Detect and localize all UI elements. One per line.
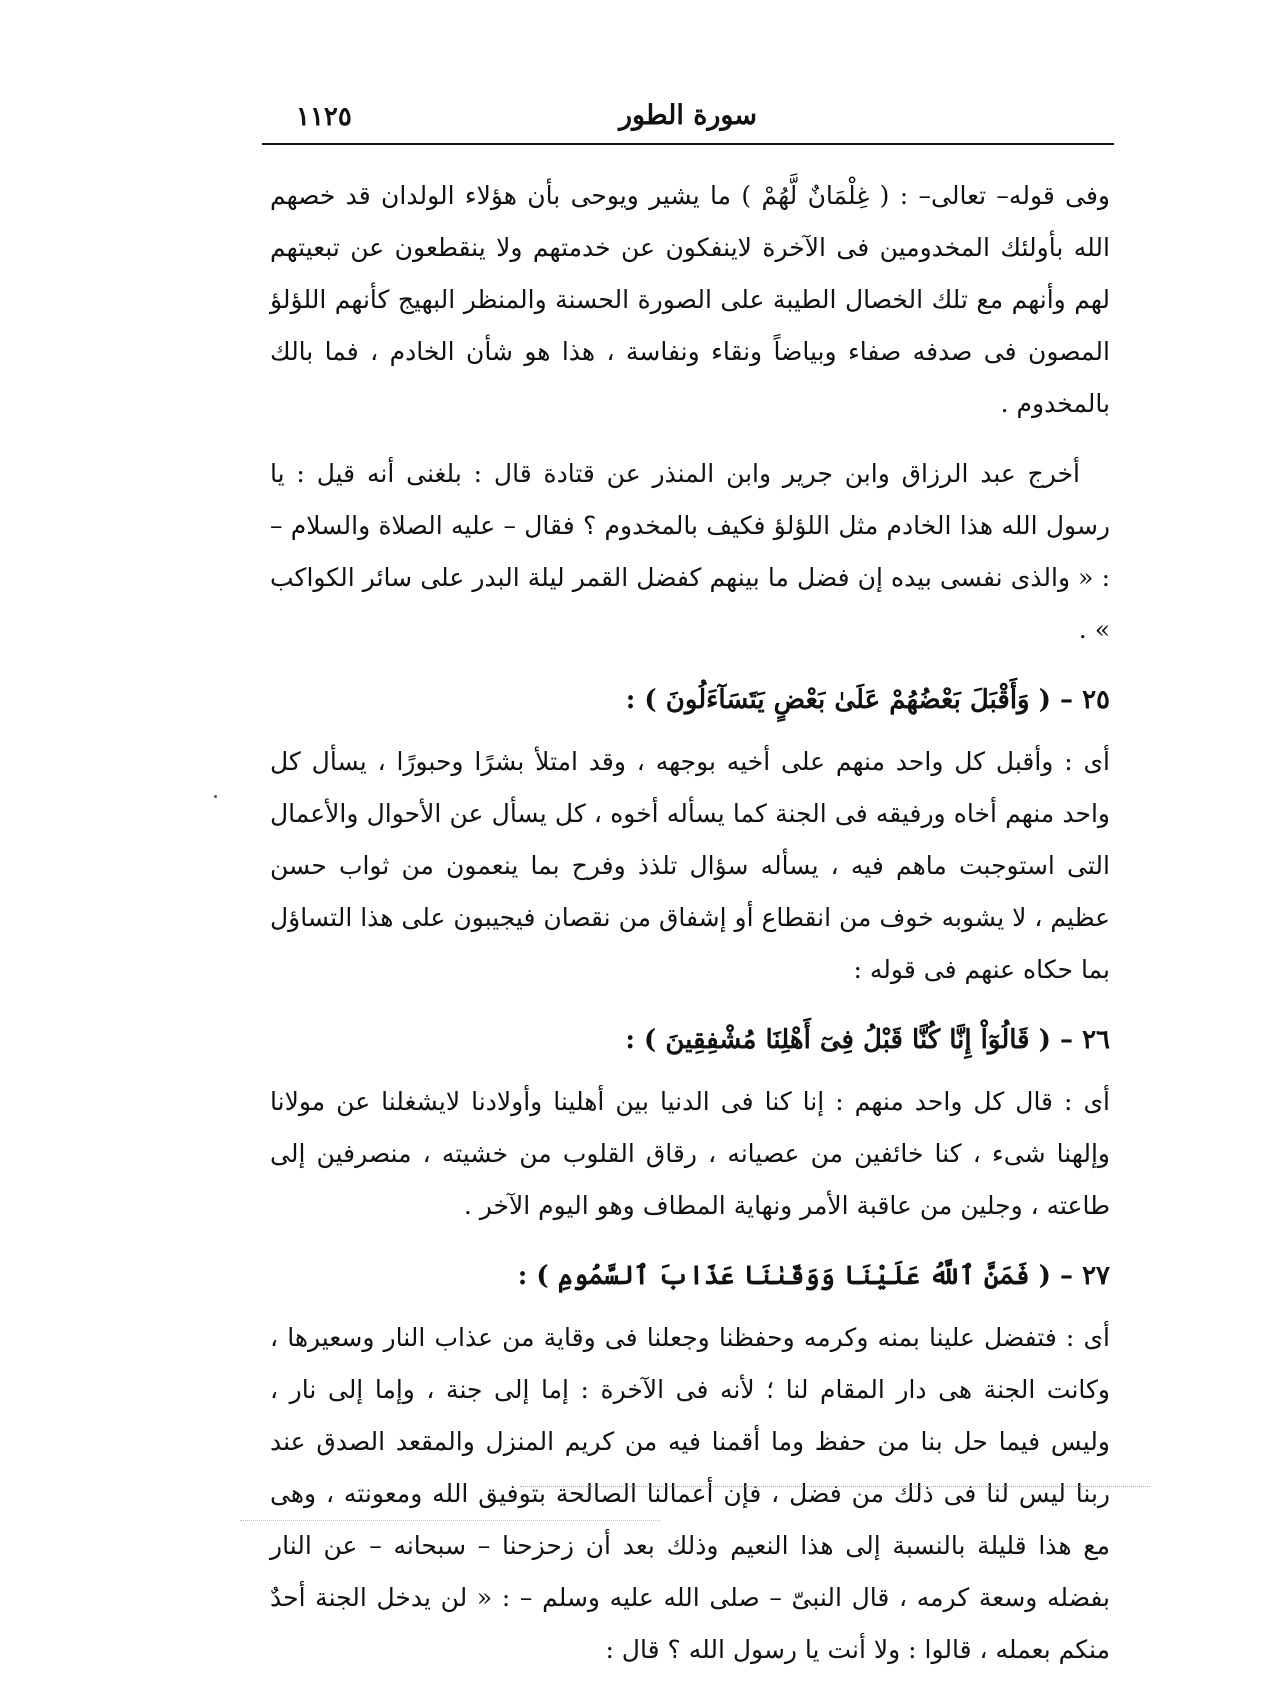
footer-rule-lower (240, 1520, 660, 1521)
verse-27: ٢٧ – ( فَمَنَّ ٱللَّهُ عَلَيْنَا وَوَقَىٰنَا عَذَابَ ٱلسَّمُومِ ) : (517, 1261, 1110, 1291)
verse-25: ٢٥ – ( وَأَقْبَلَ بَعْضُهُمْ عَلَىٰ بَعْضٍ يَتَسَآءَلُونَ ) : (625, 685, 1110, 715)
verse-26: ٢٦ – ( قَالُوٓاْ إِنَّا كُنَّا قَبْلُ فِىٓ أَهْلِنَا مُشْفِقِينَ ) : (625, 1025, 1110, 1055)
paragraph-commentary-25: أى : وأقبل كل واحد منهم على أخيه بوجهه ، وقد امتلأ بشرًا وحبورًا ، يسأل كل واحد منهم أخاه ورفيقه فى الجنة كما يسأله أخوه ، كل يسأل عن الأحوال والأعمال التى استوجبت ماهم فيه ، يسأله سؤال تلذذ وفرح بما ينعمون من ثواب حسن عظيم ، لا يشوبه خوف من انقطاع أو إشفاق من نقصان فيجيبون على هذا التساؤل بما حكاه عنهم فى قوله : (270, 747, 1110, 984)
paragraph-commentary-26: أى : قال كل واحد منهم : إنا كنا فى الدنيا بين أهلينا وأولادنا لايشغلنا عن مولانا وإلهنا شىء ، كنا خائفين من عصيانه ، رقاق القلوب من خشيته ، منصرفين إلى طاعته ، وجلين من عاقبة الأمر ونهاية المطاف وهو اليوم الآخر . (270, 1087, 1110, 1220)
body-text (270, 170, 1110, 1694)
running-title: سورة الطور (618, 100, 758, 131)
header-rule (262, 143, 1114, 145)
footer-rule-upper (520, 1486, 1150, 1487)
paragraph-commentary-1: وفى قوله– تعالى– : ( غِلْمَانٌ لَّهُمْ ) ما يشير ويوحى بأن هؤلاء الولدان قد خصهم الله بأولئك المخدومين فى الآخرة لاينفكون عن خدمتهم ولا ينقطعون عن تبعيتهم لهم وأنهم مع تلك الخصال الطيبة على الصورة الحسنة والمنظر البهيج كأنهم اللؤلؤ المصون فى صدفه صفاء وبياضاً ونقاء ونفاسة ، هذا هو شأن الخادم ، فما بالك بالمخدوم . (270, 181, 1110, 418)
paragraph-commentary-27: أى : فتفضل علينا بمنه وكرمه وحفظنا وجعلنا فى وقاية من عذاب النار وسعيرها ، وكانت الجنة هى دار المقام لنا ؛ لأنه فى الآخرة : إما إلى جنة ، وإما إلى نار ، وليس فيما حل بنا من حفظ وما أقمنا فيه من كريم المنزل والمقعد الصدق عند ربنا ليس لنا فى ذلك من فضل ، فإن أعمالنا الصالحة بتوفيق الله ومعونته ، وهى مع هذا قليلة بالنسبة إلى هذا النعيم وذلك بعد أن زحزحنا – سبحانه – عن النار بفضله وسعة كرمه ، قال النبىّ – صلى الله عليه وسلم – : « لن يدخل الجنة أحدٌ منكم بعمله ، قالوا : ولا أنت يا رسول الله ؟ قال : (270, 1323, 1110, 1664)
margin-dot (214, 795, 217, 798)
page-header (262, 96, 1114, 142)
paragraph-hadith-1: أخرج عبد الرزاق وابن جرير وابن المنذر عن قتادة قال : بلغنى أنه قيل : يا رسول الله هذا الخادم مثل اللؤلؤ فكيف بالمخدوم ؟ فقال – عليه الصلاة والسلام – : « والذى نفسى بيده إن فضل ما بينهم كفضل القمر ليلة البدر على سائر الكواكب » . (270, 459, 1110, 644)
page-number: ١١٢٥ (296, 102, 352, 132)
